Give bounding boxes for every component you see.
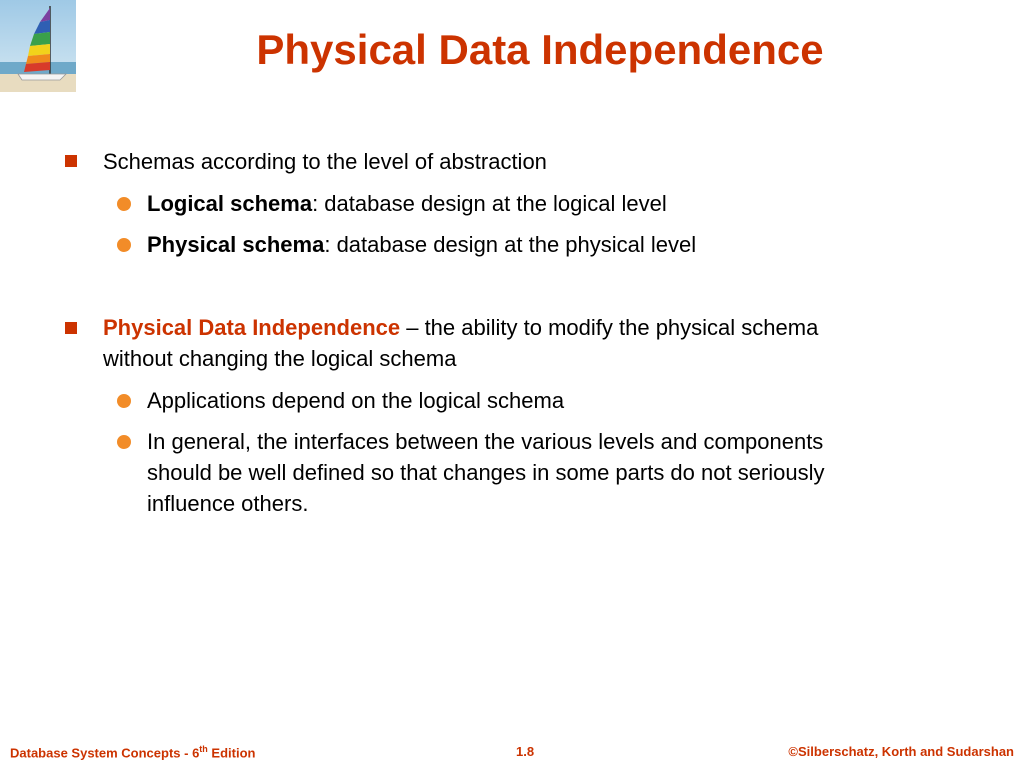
bullet-pdi-line2: without changing the logical schema xyxy=(103,346,457,371)
bullet-physical-schema xyxy=(147,229,947,260)
dot-bullet-icon xyxy=(117,394,131,408)
logical-schema-desc: : database design at the logical level xyxy=(312,191,667,216)
footer-book-title xyxy=(10,744,255,760)
bullet-schemas: Schemas according to the level of abstraction xyxy=(103,149,547,174)
bullet-pdi-line1 xyxy=(103,312,963,343)
bullet-interfaces-line2: should be well defined so that changes in some parts do not seriously xyxy=(147,460,825,485)
dot-bullet-icon xyxy=(117,238,131,252)
physical-schema-desc: : database design at the physical level xyxy=(324,232,697,257)
square-bullet-icon xyxy=(65,322,77,334)
footer-page-number: 1.8 xyxy=(516,744,535,759)
term-logical-schema: Logical schema xyxy=(147,191,313,216)
pdi-definition: – the ability to modify the physical schema xyxy=(400,315,819,340)
dot-bullet-icon xyxy=(117,435,131,449)
bullet-interfaces-line3: influence others. xyxy=(147,491,309,516)
footer-book-suffix: Edition xyxy=(207,745,256,761)
square-bullet-icon xyxy=(65,155,77,167)
slide-title: Physical Data Independence xyxy=(256,26,824,73)
footer-book-sup: th xyxy=(199,744,208,754)
bullet-applications: Applications depend on the logical schema xyxy=(147,388,565,413)
dot-bullet-icon xyxy=(117,197,131,211)
bullet-logical-schema xyxy=(147,188,947,219)
footer-copyright: ©Silberschatz, Korth and Sudarshan xyxy=(788,744,1014,759)
term-physical-data-independence: Physical Data Independence xyxy=(103,315,401,340)
bullet-interfaces-line1: In general, the interfaces between the various levels and components xyxy=(147,429,824,454)
sailboat-logo xyxy=(0,0,76,92)
footer-book-prefix: Database System Concepts - 6 xyxy=(10,745,200,761)
term-physical-schema: Physical schema xyxy=(147,232,325,257)
